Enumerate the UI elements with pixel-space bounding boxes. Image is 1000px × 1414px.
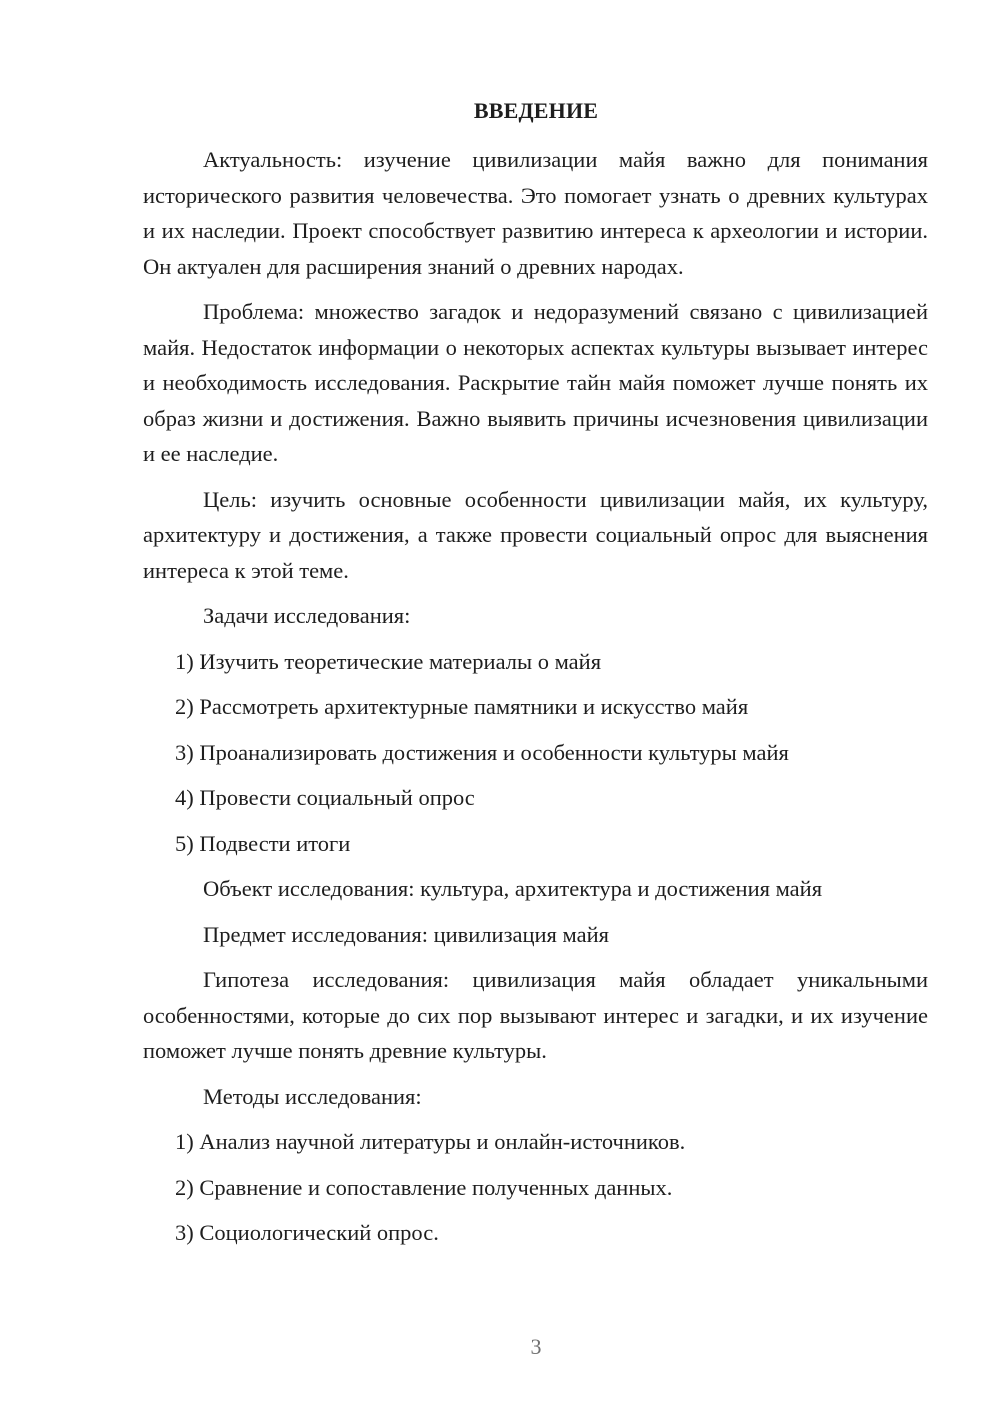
task-item: 3) Проанализировать достижения и особенности культуры майя [175, 739, 789, 765]
hypothesis-paragraph: Гипотеза исследования: цивилизация майя обладает уникальными особенностями, которые до сих пор вызывают интерес и загадки, и их изучение поможет лучше понять древние культуры. [143, 967, 928, 1063]
page-body [143, 142, 928, 1261]
methods-heading: Методы исследования: [203, 1083, 422, 1109]
problem-paragraph: Проблема: множество загадок и недоразумений связано с цивилизацией майя. Недостаток информации о некоторых аспектах культуры вызывает интерес и необходимость исследования. Раскрытие тайн майя поможет лучше понять их образ жизни и достижения. Важно выявить причины исчезновения цивилизации и ее наследие. [143, 299, 928, 466]
relevance-paragraph: Актуальность: изучение цивилизации майя важно для понимания исторического развития человечества. Это помогает узнать о древних культурах и их наследии. Проект способствует развитию интереса к археологии и истории. Он актуален для расширения знаний о древних народах. [143, 147, 928, 279]
method-item: 3) Социологический опрос. [175, 1220, 439, 1245]
method-item: 1) Анализ научной литературы и онлайн-источников. [175, 1129, 686, 1154]
research-object: Объект исследования: культура, архитектура и достижения майя [203, 876, 823, 901]
research-subject: Предмет исследования: цивилизация майя [203, 921, 609, 947]
task-item: 1) Изучить теоретические материалы о майя [175, 648, 602, 674]
page-number: 3 [530, 1334, 542, 1359]
method-item: 2) Сравнение и сопоставление полученных данных. [175, 1174, 673, 1200]
task-item: 4) Провести социальный опрос [175, 785, 475, 810]
task-item: 5) Подвести итоги [175, 830, 351, 856]
goal-paragraph: Цель: изучить основные особенности цивилизации майя, их культуру, архитектуру и достижения, а также провести социальный опрос для выяснения интереса к этой теме. [143, 486, 928, 583]
task-item: 2) Рассмотреть архитектурные памятники и искусство майя [175, 694, 749, 719]
tasks-heading: Задачи исследования: [203, 603, 411, 628]
section-title: ВВЕДЕНИЕ [473, 98, 599, 123]
